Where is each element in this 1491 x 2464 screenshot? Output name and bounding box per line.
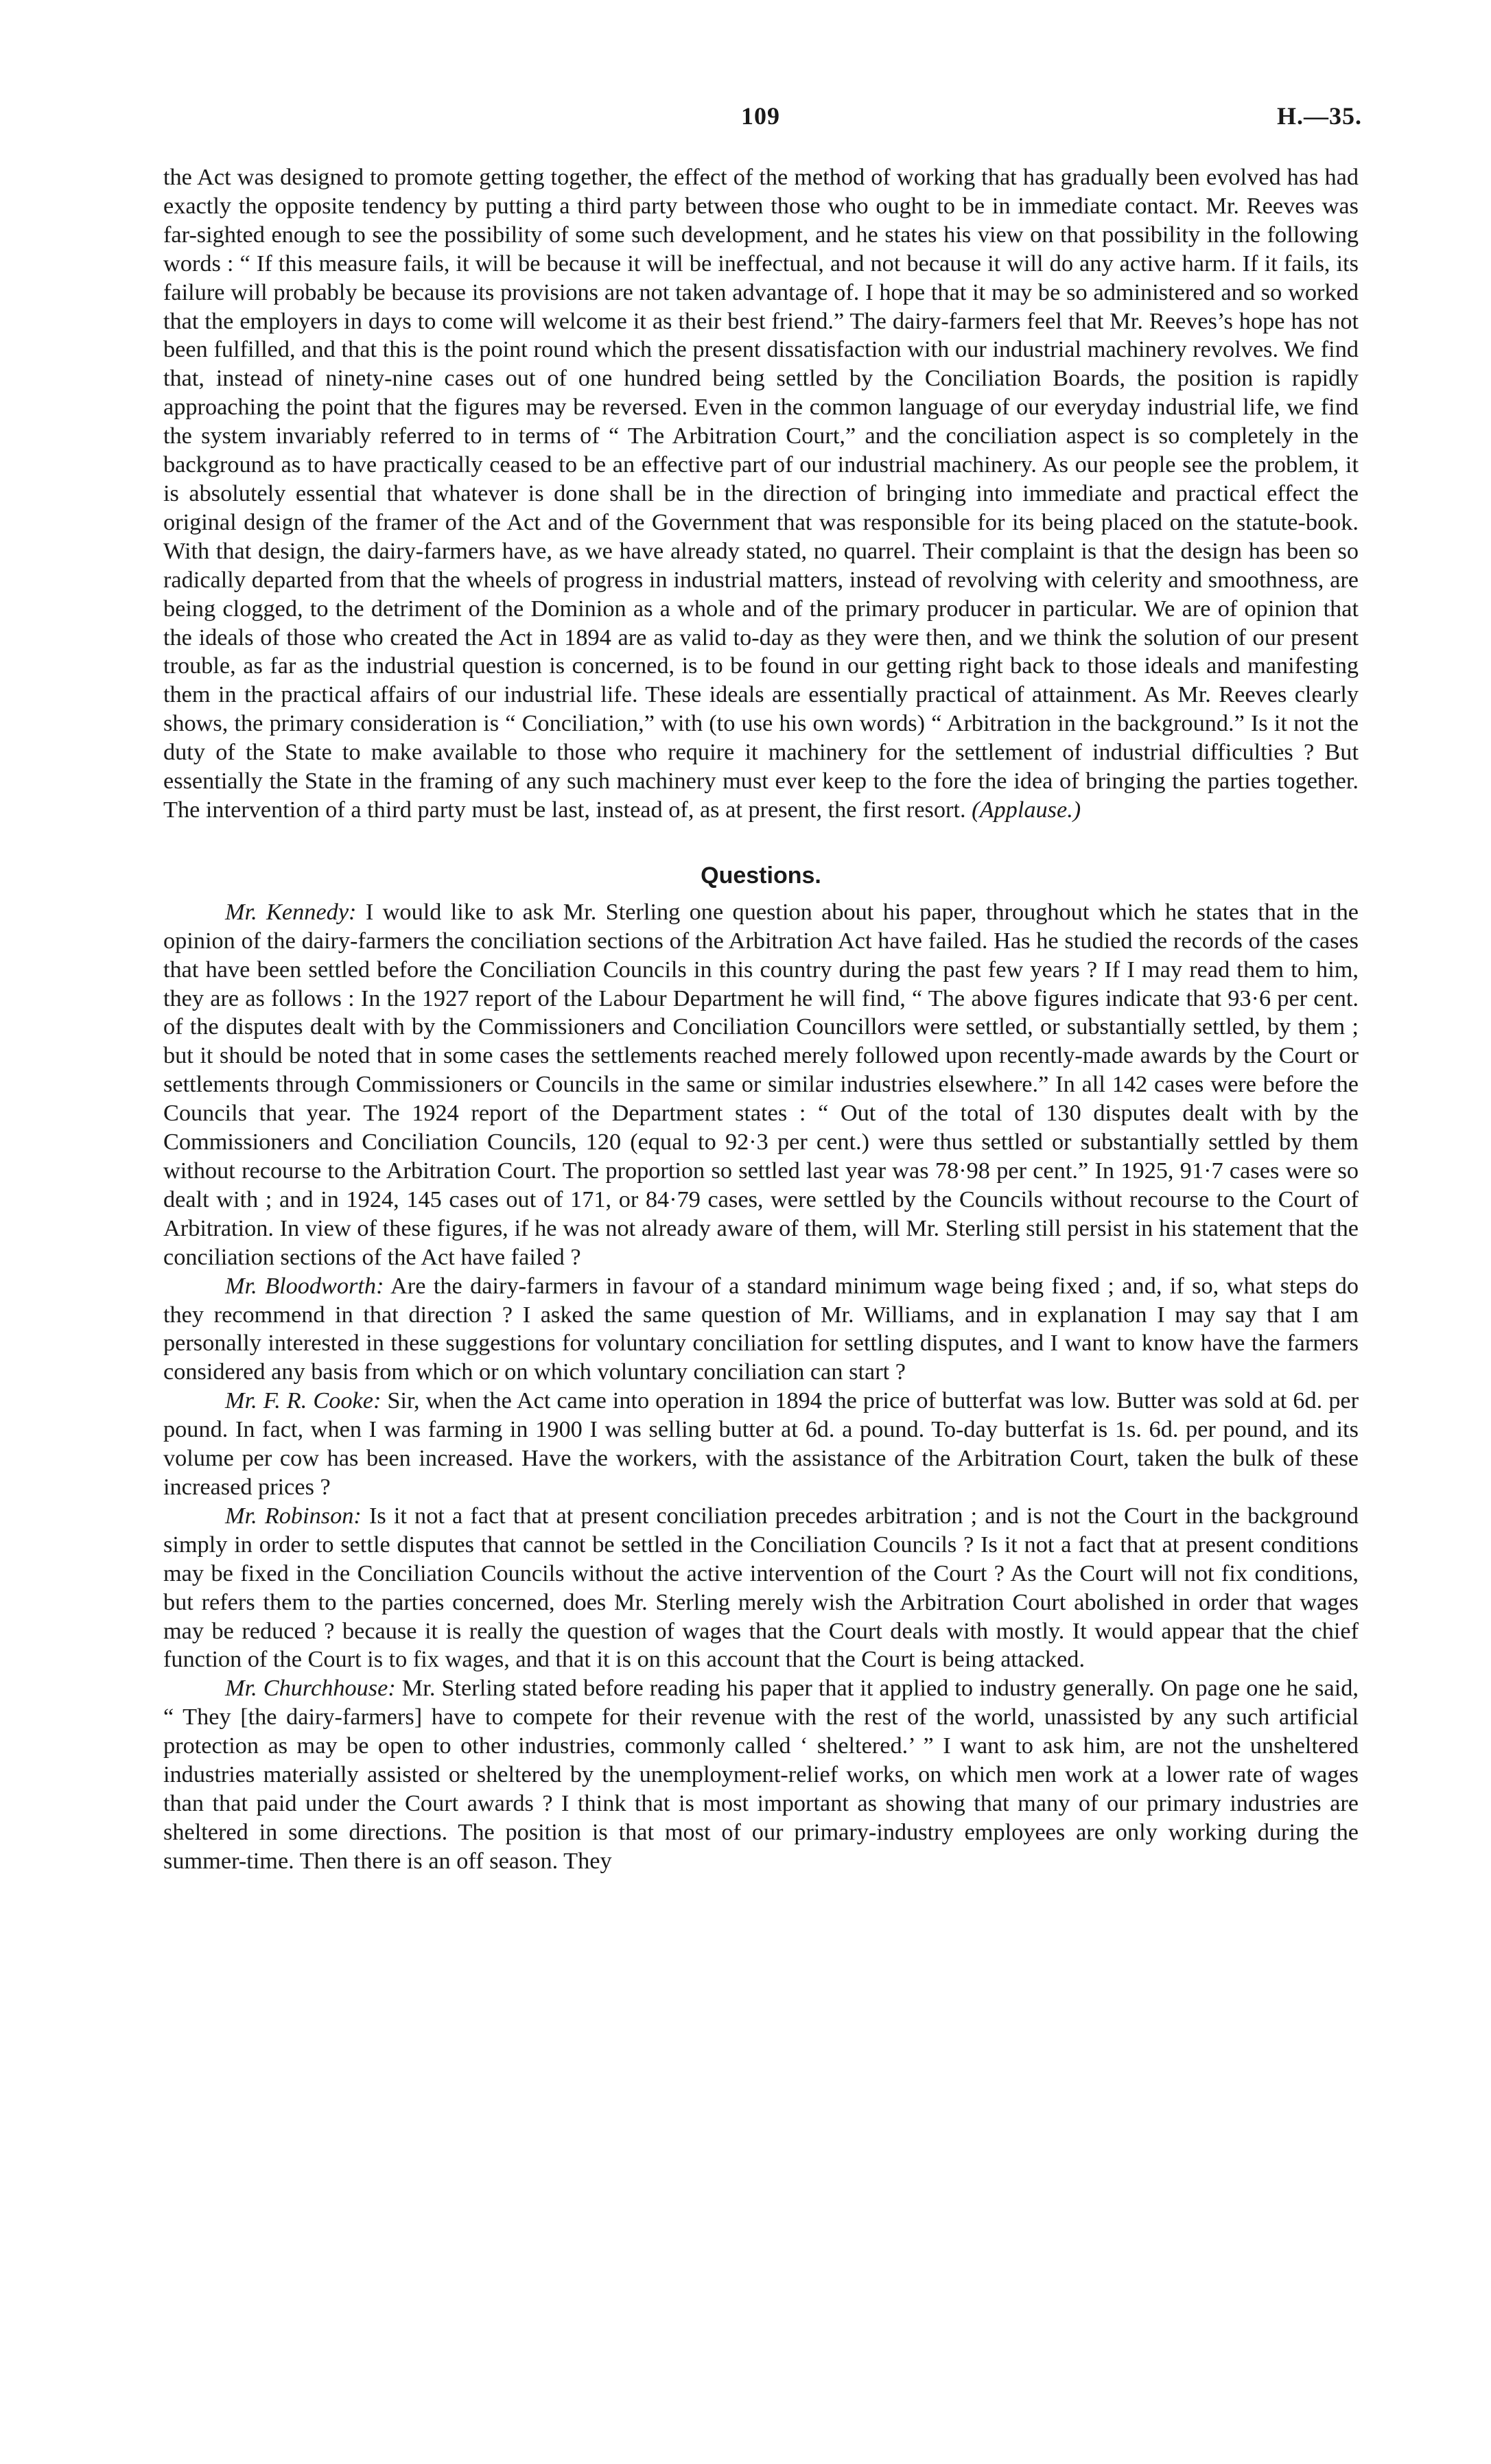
- question-kennedy: [163, 898, 1359, 1272]
- continuation-text: the Act was designed to promote getting together, the effect of the method of working that has gradually been evolved has had exactly the opposite tendency by putting a third party between those who ought to be in immediate contact. Mr. Reeves was far-sighted enough to see the possibility of some such development, and he states his view on that possibility in the following words : “ If this measure fails, it will be because it will be ineffectual, and not because it will do any active harm. If it fails, its failure will probably be because its provisions are not taken advantage of. I hope that it may be so administered and so worked that the employers in days to come will welcome it as their best friend.” The dairy-farmers feel that Mr. Reeves’s hope has not been fulfilled, and that this is the point round which the present dissatisfaction with our industrial machinery revolves. We find that, instead of ninety-nine cases out of one hundred being settled by the Conciliation Boards, the position is rapidly approaching the point that the figures may be reversed. Even in the common language of our everyday industrial life, we find the system invariably referred to in terms of “ The Arbitration Court,” and the conciliation aspect is so completely in the background as to have practically ceased to be an effective part of our industrial machinery. As our people see the problem, it is absolutely essential that whatever is done shall be in the direction of bringing into immediate and practical effect the original design of the framer of the Act and of the Government that was responsible for its being placed on the statute-book. With that design, the dairy-farmers have, as we have already stated, no quarrel. Their complaint is that the design has been so radically departed from that the wheels of progress in industrial matters, instead of revolving with celerity and smoothness, are being clogged, to the detriment of the Dominion as a whole and of the primary producer in particular. We are of opinion that the ideals of those who created the Act in 1894 are as valid to-day as they were then, and we think the solution of our present trouble, as far as the industrial question is concerned, is to be found in our getting right back to those ideals and manifesting them in the practical affairs of our industrial life. These ideals are essentially practical of attainment. As Mr. Reeves clearly shows, the primary consideration is “ Conciliation,” with (to use his own words) “ Arbitration in the background.” Is it not the duty of the State to make available to those who require it machinery for the settlement of industrial difficulties ? But essentially the State in the framing of any such machinery must ever keep to the fore the idea of bringing the parties together. The intervention of a third party must be last, instead of, as at present, the first resort.: [163, 164, 1359, 823]
- question-text: Are the dairy-farmers in favour of a standard minimum wage being fixed ; and, if so, what steps do they recommend in that direction ? I asked the same question of Mr. Williams, and in explanation I may say that I am personally interested in these suggestions for voluntary conciliation for settling disputes, and I want to know have the farmers considered any basis from which or on which voluntary conciliation can start ?: [163, 1272, 1359, 1385]
- question-robinson: [163, 1502, 1359, 1674]
- body-text: [163, 163, 1359, 1876]
- question-text: Sir, when the Act came into operation in 1894 the price of butterfat was low. Butter was sold at 6d. per pound. In fact, when I was farming in 1900 I was selling butter at 6d. a pound. To-day butterfat is 1s. 6d. per pound, and its volume per cow has been increased. Have the workers, with the assistance of the Arbitration Court, taken the bulk of these increased prices ?: [163, 1387, 1359, 1500]
- question-bloodworth: [163, 1272, 1359, 1387]
- question-text: I would like to ask Mr. Sterling one question about his paper, throughout which he states that in the opinion of the dairy-farmers the conciliation sections of the Arbitration Act have failed. Has he studied the records of the cases that have been settled before the Conciliation Councils in this country during the past few years ? If I may read them to him, they are as follows : In the 1927 report of the Labour Department he will find, “ The above figures indicate that 93·6 per cent. of the disputes dealt with by the Commissioners and Conciliation Councillors were settled, or substantially settled, by them ; but it should be noted that in some cases the settlements reached merely followed upon recently-made awards by the Court or settlements through Commissioners or Councils in the same or similar industries elsewhere.” In all 142 cases were before the Councils that year. The 1924 report of the Department states : “ Out of the total of 130 disputes dealt with by the Commissioners and Conciliation Councils, 120 (equal to 92·3 per cent.) were thus settled or substantially settled by them without recourse to the Arbitration Court. The proportion so settled last year was 78·98 per cent.” In 1925, 91·7 cases were so dealt with ; and in 1924, 145 cases out of 171, or 84·79 cases, were settled by the Councils without recourse to the Court of Arbitration. In view of these figures, if he was not already aware of them, will Mr. Sterling still persist in his statement that the conciliation sections of the Act have failed ?: [163, 898, 1359, 1270]
- continuation-paragraph: [163, 163, 1359, 825]
- applause-note: (Applause.): [972, 796, 1081, 823]
- speaker-name: Mr. Kennedy:: [225, 898, 357, 925]
- question-text: Is it not a fact that at present conciliation precedes arbitration ; and is not the Court in the background simply in order to settle disputes that cannot be settled in the Conciliation Councils ? Is it not a fact that at present conditions may be fixed in the Conciliation Councils without the active intervention of the Court ? As the Court will not fix conditions, but refers them to the parties concerned, does Mr. Sterling merely wish the Arbitration Court abolished in order that wages may be reduced ? because it is really the question of wages that the Court deals with mostly. It would appear that the chief function of the Court is to fix wages, and that it is on this account that the Court is being attacked.: [163, 1502, 1359, 1673]
- speaker-name: Mr. F. R. Cooke:: [225, 1387, 381, 1414]
- question-text: Mr. Sterling stated before reading his paper that it applied to industry generally. On page one he said, “ They [the dairy-farmers] have to compete for their revenue with the rest of the world, unassisted by any such artificial protection as may be open to other industries, commonly called ‘ sheltered.’ ” I want to ask him, are not the unsheltered industries materially assisted or sheltered by the unemployment-relief works, on which men work at a lower rate of wages than that paid under the Court awards ? I think that is most important as showing that many of our primary industries are sheltered in some directions. The position is that most of our primary-industry employees are only working during the summer-time. Then there is an off season. They: [163, 1675, 1359, 1874]
- page-header: [0, 102, 1491, 143]
- speaker-name: Mr. Robinson:: [225, 1502, 362, 1529]
- question-cooke: [163, 1387, 1359, 1502]
- section-heading: Questions.: [701, 862, 821, 889]
- page-number: 109: [741, 102, 780, 130]
- question-churchhouse: [163, 1674, 1359, 1875]
- speaker-name: Mr. Bloodworth:: [225, 1272, 384, 1299]
- speaker-name: Mr. Churchhouse:: [225, 1675, 396, 1702]
- document-code: H.—35.: [1276, 102, 1362, 130]
